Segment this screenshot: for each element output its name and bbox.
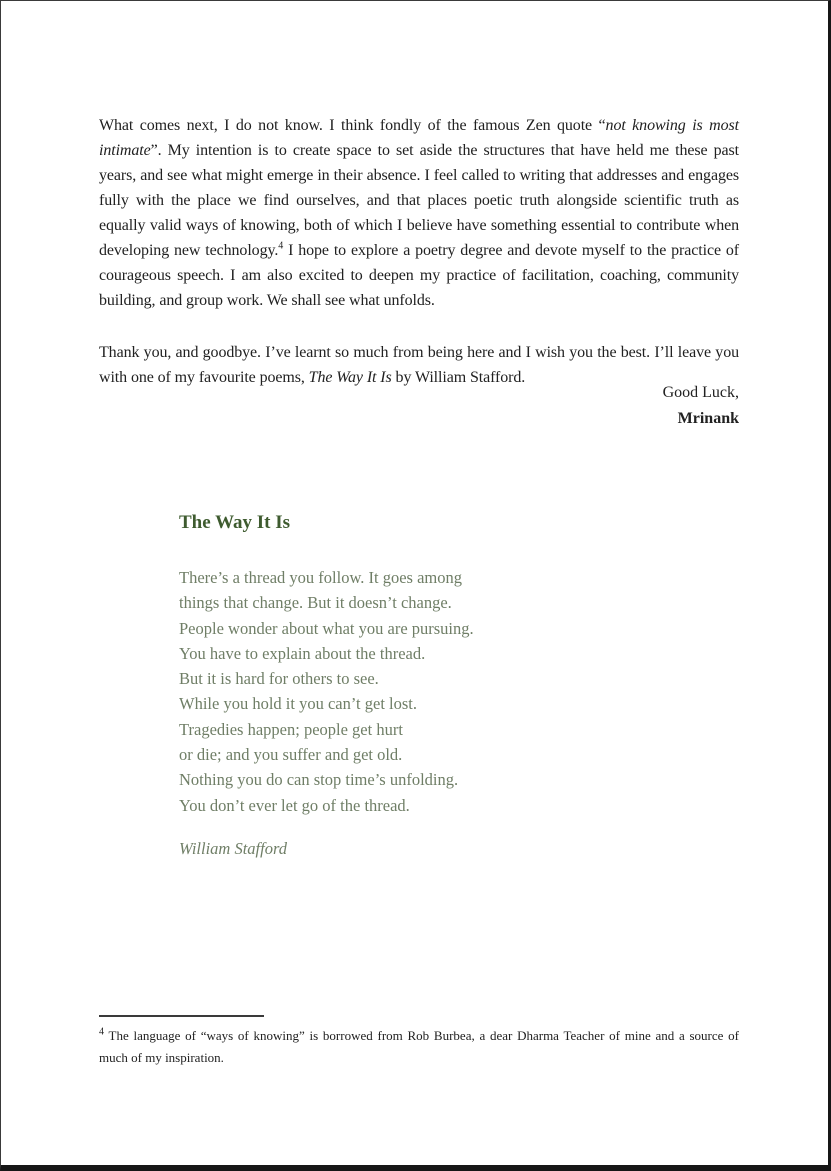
poem-line: You have to explain about the thread.	[179, 643, 426, 663]
poem-line: But it is hard for others to see.	[179, 669, 379, 689]
signature-block	[99, 380, 739, 432]
poem-line: There’s a thread you follow. It goes among	[179, 568, 463, 587]
poem-body	[179, 565, 474, 818]
poem-line: People wonder about what you are pursuing.	[179, 618, 474, 638]
footnote-marker: 4	[99, 1026, 104, 1038]
poem-line: Nothing you do can stop time’s unfolding.	[179, 770, 459, 790]
footnote-divider	[99, 1015, 264, 1017]
paragraph-text: Thank you, and goodbye. I’ve learnt so much from being here and I wish you the best. I’ll leave you with one of my favourite poems,	[99, 344, 739, 386]
letter-paragraph-1	[99, 113, 739, 313]
paragraph-text: What comes next, I do not know. I think fondly of the famous Zen quote “	[99, 117, 606, 134]
poem-line: things that change. But it doesn’t change.	[179, 593, 452, 613]
poem-title: The Way It Is	[179, 512, 291, 533]
poem-line: or die; and you suffer and get old.	[179, 745, 403, 765]
footnote-text: The language of “ways of knowing” is borrowed from Rob Burbea, a dear Dharma Teacher of mine and a source of much of my inspiration.	[99, 1028, 739, 1065]
poem-author: William Stafford	[179, 839, 288, 858]
paragraph-text: by William Stafford.	[391, 369, 526, 386]
signature-name: Mrinank	[677, 410, 739, 427]
footnote-block	[99, 1015, 739, 1069]
poem-line: You don’t ever let go of the thread.	[179, 795, 410, 815]
paragraph-text: I hope to explore a poetry degree and devote myself to the practice of courageous speech. I am also excited to deepen my practice of facilitation, coaching, community building, and group work. We shall see what unfolds.	[99, 242, 739, 309]
poem-title-reference: The Way It Is	[308, 369, 392, 386]
paragraph-text: ”. My intention is to create space to set aside the structures that have held me these past years, and see what might emerge in their absence. I feel called to writing that addresses and engages fully with the place we find ourselves, and that places poetic truth alongside scientific truth as equally valid ways of knowing, both of which I believe have something essential to contribute when developing new technology.	[99, 142, 739, 259]
footnote-marker: 4	[278, 240, 284, 252]
poem-line: Tragedies happen; people get hurt	[179, 719, 403, 739]
poem-line: While you hold it you can’t get lost.	[179, 694, 417, 714]
signature-closing: Good Luck,	[662, 384, 739, 401]
zen-quote: not knowing is most intimate	[99, 117, 739, 159]
